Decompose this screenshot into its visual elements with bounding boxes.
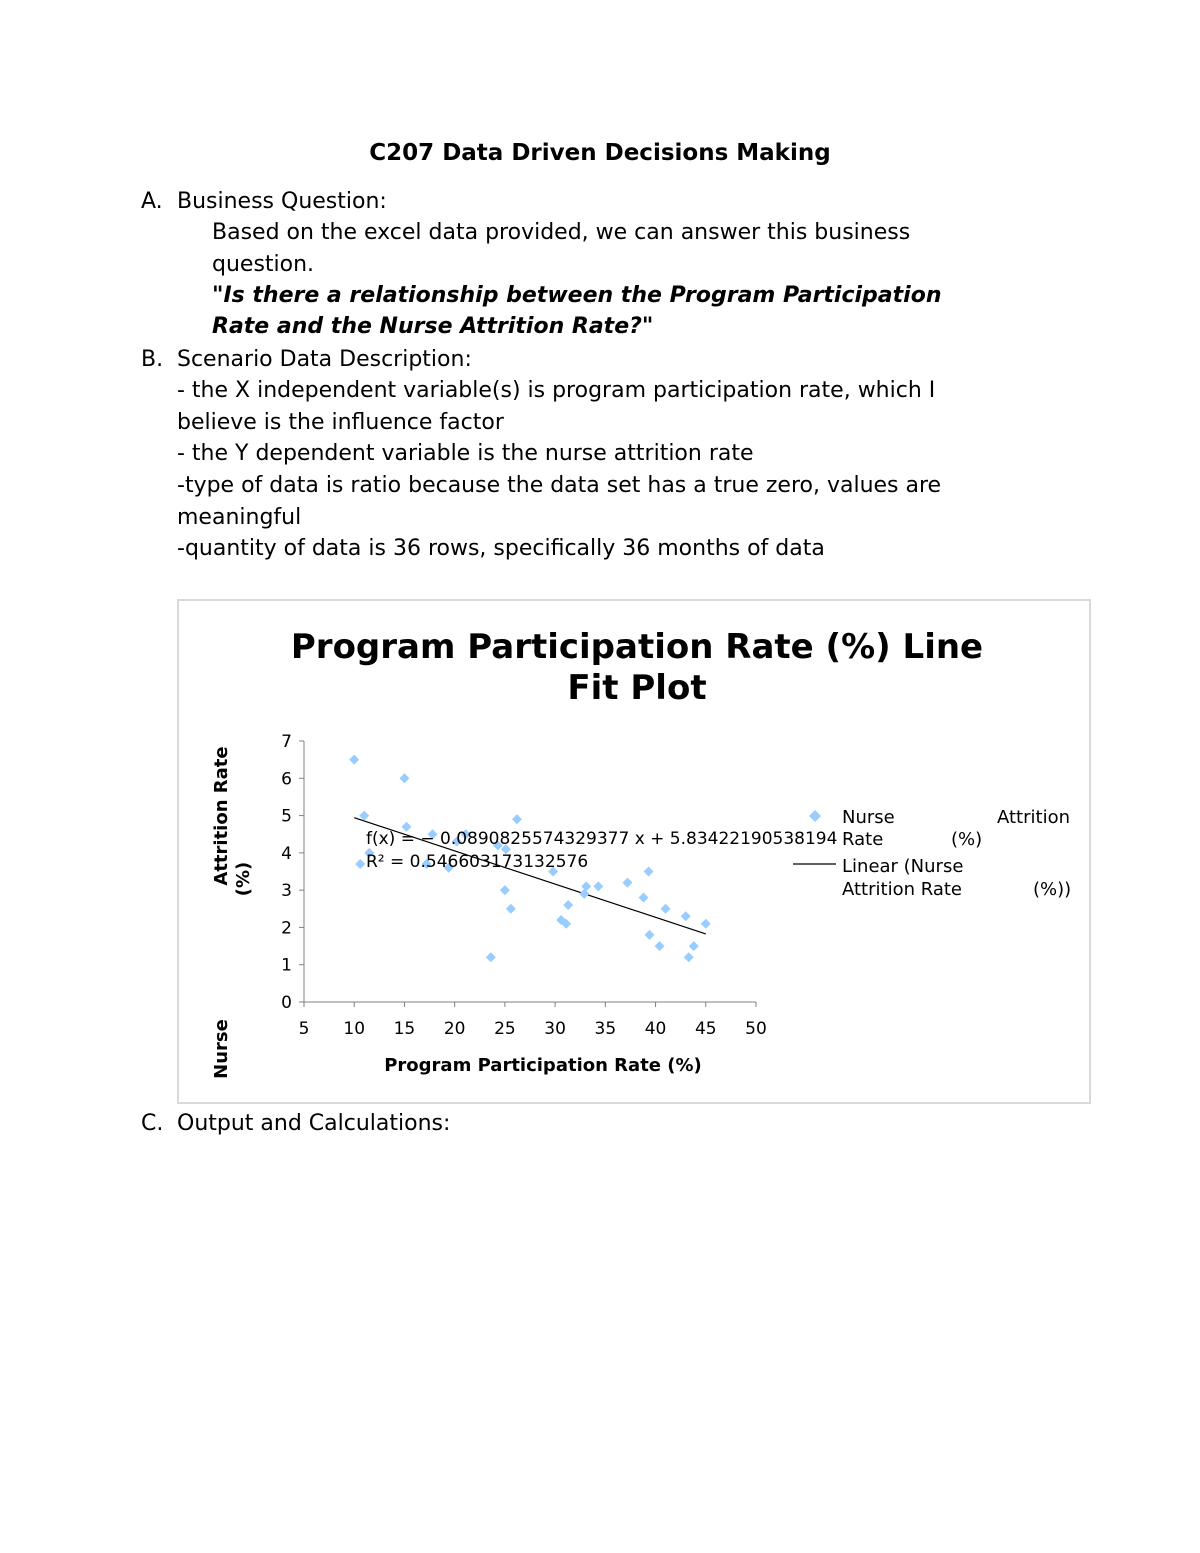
legend-series-word1: Nurse — [842, 807, 895, 828]
y-tick-label: 0 — [281, 993, 292, 1013]
y-tick-label: 3 — [281, 881, 292, 902]
data-point — [639, 893, 649, 903]
chart-title-line2: Fit Plot — [567, 668, 707, 708]
section-a-marker: A. — [141, 189, 163, 214]
x-tick-label: 50 — [745, 1019, 767, 1039]
scenario-line: - the Y dependent variable is the nurse attrition rate — [177, 441, 754, 466]
section-c-marker: C. — [141, 1111, 164, 1136]
x-axis-title: Program Participation Rate (%) — [384, 1055, 702, 1076]
business-question-line2: Rate and the Nurse Attrition Rate?" — [212, 314, 654, 339]
legend-marker-diamond — [809, 810, 821, 822]
data-point — [701, 919, 711, 929]
y-axis-title-prefix: Nurse — [211, 1019, 232, 1079]
legend-series-word2: Attrition — [997, 807, 1070, 828]
data-point — [689, 941, 699, 951]
section-a-body-line1: Based on the excel data provided, we can answer this business — [212, 220, 911, 245]
section-a-body-line2: question. — [212, 252, 315, 277]
business-question-line1: "Is there a relationship between the Program Participation — [212, 283, 942, 308]
data-point — [645, 930, 655, 940]
data-point — [655, 941, 665, 951]
y-axis-title-line2: (%) — [233, 861, 254, 897]
x-tick-label: 20 — [443, 1019, 466, 1039]
data-point — [681, 911, 691, 921]
section-a-heading: Business Question: — [177, 189, 387, 214]
data-point — [684, 952, 694, 962]
section-b-heading: Scenario Data Description: — [177, 347, 472, 372]
r-squared-label: R² = 0.546603173132576 — [366, 852, 589, 872]
scenario-line: -quantity of data is 36 rows, specifically 36 months of data — [177, 536, 825, 561]
data-point — [506, 904, 516, 914]
scenario-line: meaningful — [177, 505, 302, 530]
section-b-marker: B. — [141, 347, 164, 372]
legend-series-word3: Rate — [842, 829, 884, 850]
trendline-equation: f(x) = − 0.0890825574329377 x + 5.83422190538194 — [366, 829, 838, 849]
legend-linear-line2b: (%)) — [1033, 879, 1072, 900]
data-point — [593, 881, 603, 891]
x-tick-label: 35 — [594, 1019, 617, 1039]
x-tick-label: 15 — [393, 1019, 416, 1039]
y-tick-label: 6 — [281, 769, 292, 790]
scenario-line: - the X independent variable(s) is program participation rate, which I — [177, 378, 936, 403]
data-point — [581, 881, 591, 891]
y-tick-label: 2 — [281, 918, 292, 939]
x-tick-label: 45 — [694, 1019, 717, 1039]
x-tick-label: 40 — [644, 1019, 667, 1039]
line-fit-plot-chart — [177, 599, 1091, 1104]
data-point — [359, 811, 369, 821]
data-point — [500, 885, 510, 895]
legend-linear-line1: Linear (Nurse — [842, 856, 964, 877]
x-tick-label: 10 — [343, 1019, 366, 1039]
x-tick-label: 5 — [298, 1019, 310, 1039]
data-point — [512, 814, 522, 824]
legend-series-word4: (%) — [951, 829, 983, 850]
y-tick-label: 7 — [281, 732, 292, 752]
scenario-line: believe is the influence factor — [177, 410, 504, 435]
data-point — [486, 952, 496, 962]
x-tick-label: 25 — [494, 1019, 516, 1039]
x-tick-label: 30 — [544, 1019, 566, 1039]
section-c-heading: Output and Calculations: — [177, 1111, 451, 1136]
y-axis-title-line1: Attrition Rate — [211, 746, 232, 886]
data-point — [622, 878, 632, 888]
chart-title-line1: Program Participation Rate (%) Line — [290, 627, 984, 667]
y-tick-label: 1 — [281, 955, 292, 976]
document-title: C207 Data Driven Decisions Making — [369, 140, 831, 166]
chart-plot-area — [179, 601, 1093, 1106]
scenario-line: -type of data is ratio because the data set has a true zero, values are — [177, 473, 942, 498]
data-point — [579, 889, 589, 899]
data-point — [349, 755, 359, 765]
y-tick-label: 5 — [281, 806, 292, 827]
data-point — [661, 904, 671, 914]
y-tick-label: 4 — [281, 843, 292, 864]
data-point — [399, 773, 409, 783]
data-point — [644, 867, 654, 877]
data-point — [355, 859, 365, 869]
legend-linear-line2a: Attrition Rate — [842, 879, 962, 900]
data-point — [563, 900, 573, 910]
